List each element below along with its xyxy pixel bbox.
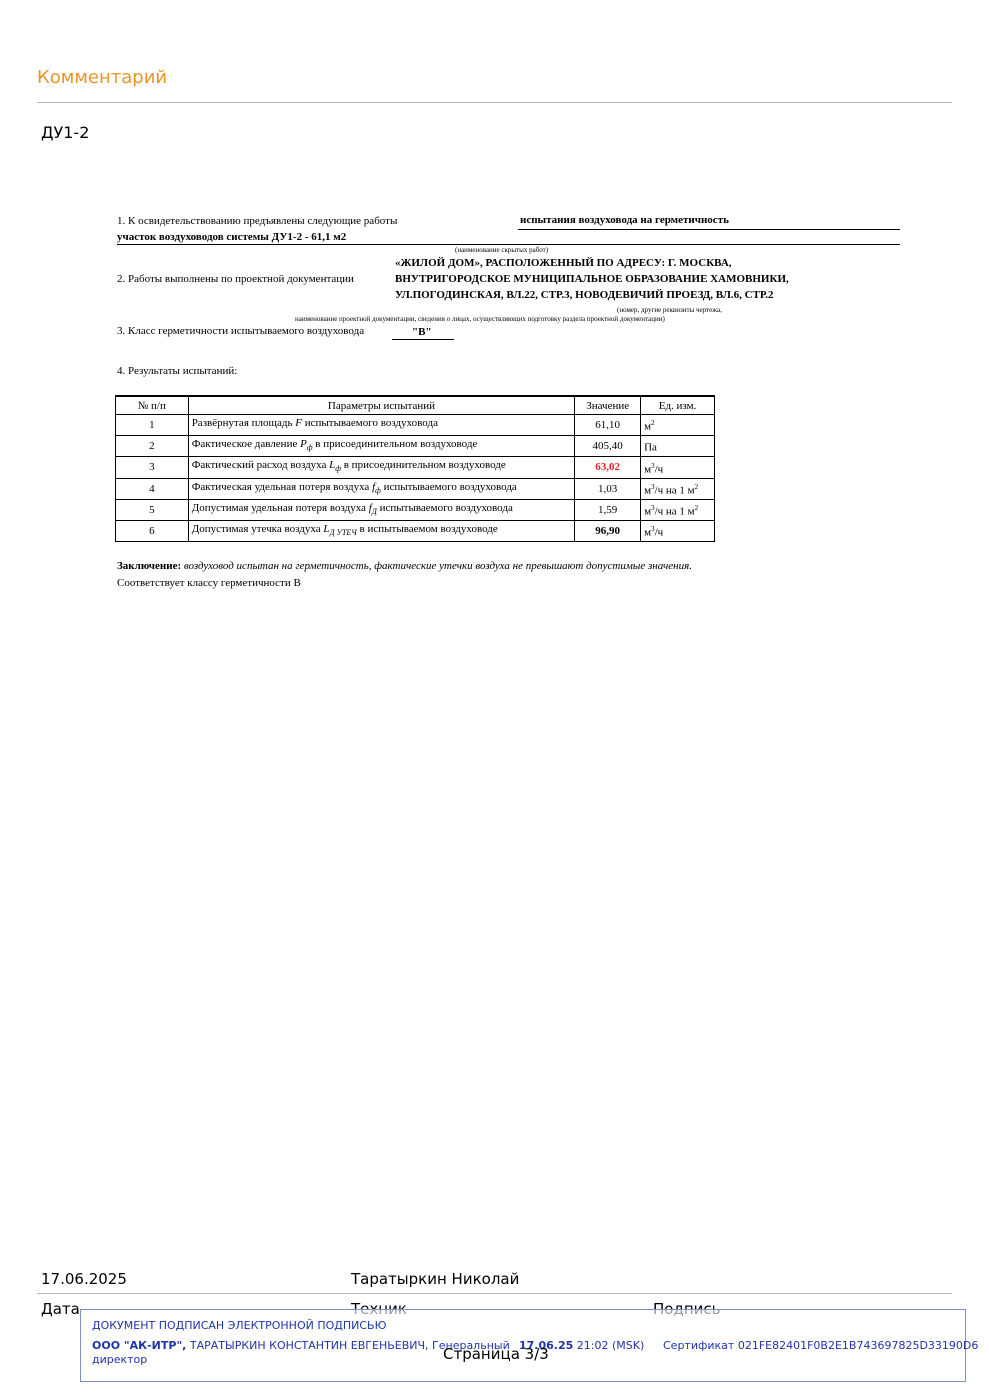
param-symbol: L [329,459,336,472]
unit-superscript: 2 [651,419,655,428]
esign-date: 17.06.25 [519,1339,574,1352]
table-row [116,520,715,541]
row-value: 61,10 [575,415,641,436]
table-row [116,478,715,499]
param-symbol: f [372,480,376,493]
row-unit [641,436,715,457]
table-body [116,415,715,542]
item2-label: 2. Работы выполнены по проектной документации [117,273,354,285]
param-subscript: Д [371,506,377,516]
param-subscript: ф [335,464,341,474]
row-parameter [188,499,575,520]
item1-label: 1. К освидетельствованию предъявлены следующие работы [117,215,398,227]
param-text: Допустимая удельная потеря воздуха [191,501,369,514]
row-number: 1 [116,415,189,436]
results-table [115,395,715,542]
param-text: Фактическое давление [191,438,301,451]
param-text: Допустимая утечка воздуха [191,522,324,535]
table-row [116,436,715,457]
esign-org: ООО "АК-ИТР", [92,1339,187,1352]
footer-date: 17.06.2025 [41,1270,127,1288]
param-subscript: Д УТЕЧ [329,528,357,538]
param-subscript: ф [306,443,313,453]
comment-title: Комментарий [37,67,168,88]
item2-note1: (номер, другие реквизиты чертежа, [617,306,722,314]
param-symbol: P [300,438,307,451]
row-parameter [188,415,575,436]
unit-superscript: 3 [651,482,655,491]
row-number: 4 [116,478,189,499]
item3-value: "В" [412,326,432,338]
unit-text: м [644,420,652,433]
row-unit [641,499,715,520]
param-text-end: испытываемого воздуховода [301,417,438,429]
param-text: Развёрнутая площадь [191,417,296,429]
table-row [116,415,715,436]
unit-superscript-2: 2 [694,482,699,491]
row-unit [641,415,715,436]
param-symbol: f [368,501,372,514]
row-value: 96,90 [575,520,641,541]
footer-date-label: Дата [41,1300,80,1318]
unit-superscript: 3 [651,525,655,534]
item4-label: 4. Результаты испытаний: [117,365,238,377]
unit-superscript: 3 [651,504,655,513]
row-parameter [188,478,575,499]
row-unit [641,478,715,499]
row-unit [641,520,715,541]
unit-text-end: /ч на 1 м [654,484,695,497]
row-value: 1,03 [575,478,641,499]
item2-line2: ВНУТРИГОРОДСКОЕ МУНИЦИПАЛЬНОЕ ОБРАЗОВАНИЕ ХАМОВНИКИ, [395,273,789,285]
row-number: 2 [116,436,189,457]
unit-text-end: /ч [654,463,664,476]
param-text-end: испытываемого воздуховода [376,501,513,514]
unit-text: м [644,484,652,497]
item1-underline2 [117,244,900,245]
esign-signer-name: ТАРАТЫРКИН КОНСТАНТИН ЕВГЕНЬЕВИЧ, Генеральный [186,1339,510,1352]
param-text-end: в испытываемом воздуховоде [356,522,498,535]
unit-text: Па [644,442,657,455]
unit-text: м [644,463,652,476]
item3-label: 3. Класс герметичности испытываемого воздуховода [117,325,365,337]
conclusion [117,560,692,572]
row-parameter [188,520,575,541]
row-number: 6 [116,520,189,541]
esign-time: 21:02 (MSK) [573,1339,645,1352]
item2-line3: УЛ.ПОГОДИНСКАЯ, ВЛ.22, СТР.3, НОВОДЕВИЧИЙ ПРОЕЗД, ВЛ.6, СТР.2 [395,289,774,301]
row-value: 1,59 [575,499,641,520]
row-value: 405,40 [575,436,641,457]
row-number: 3 [116,457,189,478]
unit-text-end: /ч [654,526,664,539]
header-unit: Ед. изм. [641,396,715,415]
conclusion-text: воздуховод испытан на герметичность, фактические утечки воздуха не превышают допустимые значения. [183,560,693,572]
param-subscript: ф [375,485,381,495]
item1-note: (наименование скрытых работ) [455,246,549,254]
footer-divider [37,1293,952,1294]
item2-note2: наименование проектной документации, сведения о лицах, осуществляющих подготовку раздела проектной документации) [295,315,665,323]
unit-text: м [644,526,652,539]
item2-line1: «ЖИЛОЙ ДОМ», РАСПОЛОЖЕННЫЙ ПО АДРЕСУ: Г. МОСКВА, [395,257,732,269]
param-text-end: испытываемого воздуховода [380,480,517,493]
table-row [116,457,715,478]
param-text: Фактический расход воздуха [191,459,330,472]
esign-certificate: Сертификат 021FE82401F0B2E1B743697825D33190D6 [663,1339,979,1352]
param-symbol: L [323,522,330,535]
conclusion-label: Заключение: [117,560,182,572]
row-parameter [188,457,575,478]
param-text-end: в присоединительном воздуховоде [312,438,478,451]
row-number: 5 [116,499,189,520]
unit-superscript: 3 [651,461,655,470]
table-header-row [116,396,715,415]
row-parameter [188,436,575,457]
row-unit [641,457,715,478]
item1-underline [518,229,900,230]
footer-name: Таратыркин Николай [351,1270,520,1288]
header-divider [37,102,952,103]
page-number: Страница 3/3 [443,1345,549,1363]
header-value: Значение [575,396,641,415]
item3-underline [392,339,454,340]
conclusion-line2: Соответствует классу герметичности В [117,577,301,589]
unit-superscript-2: 2 [694,504,699,513]
header-parameters: Параметры испытаний [188,396,575,415]
table-row [116,499,715,520]
unit-text-end: /ч на 1 м [654,505,695,518]
document-code: ДУ1-2 [41,123,90,142]
header-number: № п/п [116,396,189,415]
item1-value-line2: участок воздуховодов системы ДУ1-2 - 61,1 м2 [117,231,347,243]
row-value: 63,02 [575,457,641,478]
esign-title: ДОКУМЕНТ ПОДПИСАН ЭЛЕКТРОННОЙ ПОДПИСЬЮ [92,1319,387,1332]
item1-value: испытания воздуховода на герметичность [520,214,729,226]
esign-signer-role: директор [92,1353,148,1366]
param-text: Фактическая удельная потеря воздуха [191,480,373,493]
param-symbol: F [295,417,302,429]
param-text-end: в присоединительном воздуховоде [340,459,506,472]
unit-text: м [644,505,652,518]
